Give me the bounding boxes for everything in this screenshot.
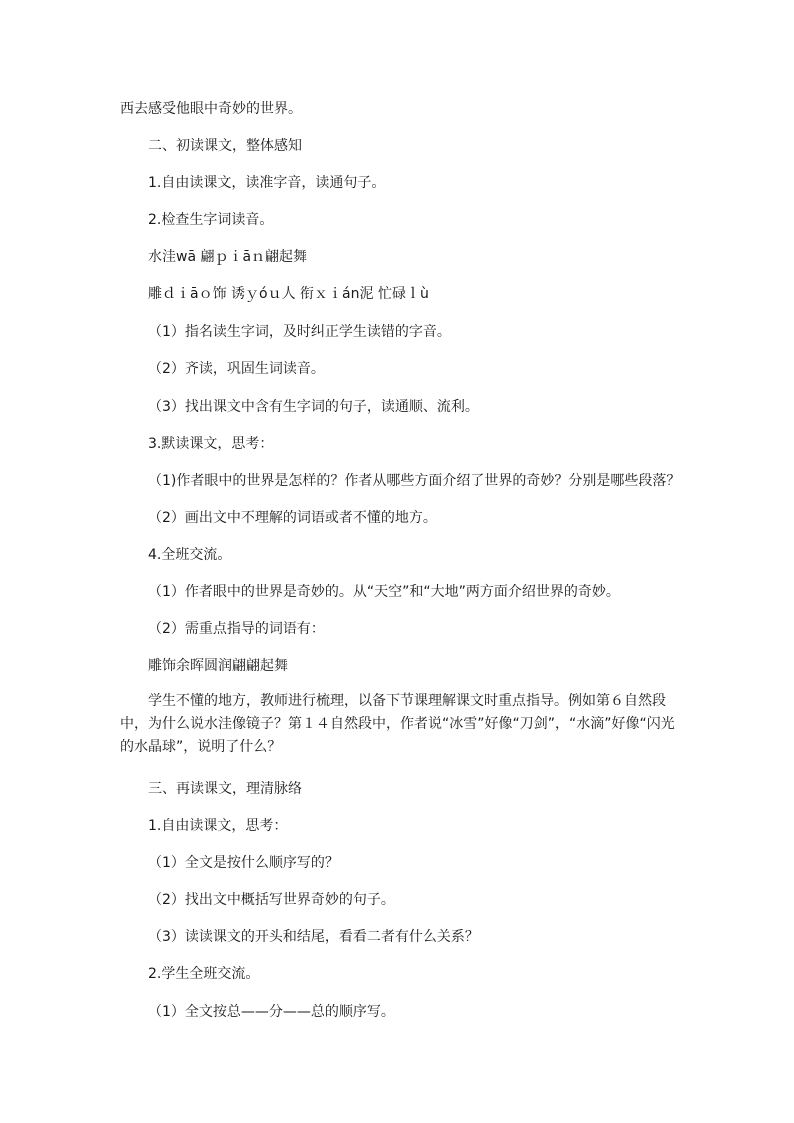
vocab-line-2: 雕ｄｉāｏ饰 诱ｙóｕ人 衔ｘｉán泥 忙碌ｌù — [148, 286, 429, 302]
sub-item: （1）指名读生字词，及时纠正学生读错的字音。 — [148, 324, 451, 340]
step-2: 2.学生全班交流。 — [148, 966, 260, 982]
step-3: 3.默读课文，思考： — [148, 436, 274, 452]
sub-item: （2）画出文中不理解的词语或者不懂的地方。 — [148, 510, 437, 526]
step-2: 2.检查生字词读音。 — [148, 212, 274, 228]
sub-item: （2）需重点指导的词语有： — [148, 621, 325, 637]
vocab-line-1: 水洼wā 翩ｐｉāｎ翩起舞 — [148, 249, 308, 265]
step-4: 4.全班交流。 — [148, 547, 232, 563]
step-1: 1.自由读课文，读准字音，读通句子。 — [148, 175, 386, 191]
sub-item: （1）全文是按什么顺序写的？ — [148, 855, 339, 871]
section-heading-3: 三、再读课文，理清脉络 — [148, 781, 302, 797]
sub-item: （1)作者眼中的世界是怎样的？作者从哪些方面介绍了世界的奇妙？分别是哪些段落？ — [148, 473, 681, 489]
sub-item: （2）齐读，巩固生词读音。 — [148, 361, 325, 377]
sub-item: （1）全文按总——分——总的顺序写。 — [148, 1004, 395, 1020]
sub-item: （2）找出文中概括写世界奇妙的句子。 — [148, 892, 395, 908]
step-1: 1.自由读课文，思考： — [148, 818, 288, 834]
section-heading-2: 二、初读课文，整体感知 — [148, 138, 302, 154]
sub-item: （3）找出课文中含有生字词的句子，读通顺、流利。 — [148, 399, 479, 415]
sub-item: （1）作者眼中的世界是奇妙的。从“天空”和“大地”两方面介绍世界的奇妙。 — [148, 584, 620, 600]
paragraph-continuation: 西去感受他眼中奇妙的世界。 — [120, 101, 302, 117]
sub-item: （3）读读课文的开头和结尾，看看二者有什么关系？ — [148, 929, 479, 945]
vocab-emphasis-line: 雕饰余晖圆润翩翩起舞 — [148, 658, 288, 674]
teacher-note-paragraph: 学生不懂的地方，教师进行梳理，以备下节课理解课文时重点指导。例如第６自然段中，为什么说水洼像镜子？第１４自然段中，作者说“冰雪”好像“刀剑”，“水滴”好像“闪光的水晶球”，说明了什么？ — [120, 693, 675, 755]
